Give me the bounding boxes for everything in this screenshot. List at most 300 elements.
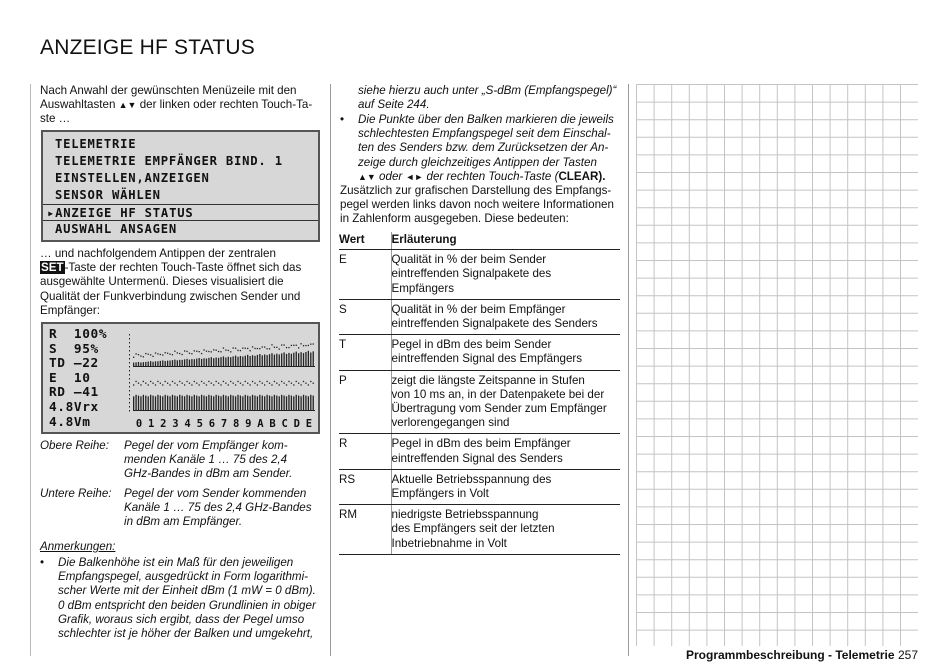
lower-bar <box>206 396 207 410</box>
definition-description <box>124 439 324 482</box>
lower-bar <box>160 396 161 410</box>
upper-bar <box>249 356 250 366</box>
upper-peak-dot <box>160 354 161 355</box>
after-line: ausgewählte Untermenü. Dieses visualisiert die <box>40 275 284 289</box>
explanation-line: Empfängers <box>391 281 455 295</box>
axis-tick <box>129 370 130 372</box>
upper-peak-dot <box>305 345 306 346</box>
lower-peak-dot <box>184 384 185 385</box>
lower-bar <box>162 396 163 410</box>
lower-bar <box>140 396 141 410</box>
channel-label: 3 <box>172 418 179 430</box>
definition-line: Pegel der vom Empfänger kom- <box>124 439 288 452</box>
explanation-line: eintreffenden Signal des Empfängers <box>391 352 583 366</box>
lower-bar <box>135 395 136 410</box>
channel-label: 0 <box>135 418 143 430</box>
upper-peak-dot <box>269 348 270 349</box>
bullet-text <box>58 556 316 641</box>
upper-peak-dot <box>216 350 217 351</box>
after-paragraph <box>40 247 325 318</box>
paragraph-line: pegel werden links davon noch weitere Informationen <box>340 198 614 212</box>
bullet-text-part: der rechten Touch-Taste ( <box>423 169 559 183</box>
axis-tick <box>129 366 130 368</box>
upper-bar <box>296 352 297 366</box>
upper-peak-dot <box>228 350 229 351</box>
axis-tick <box>129 378 130 380</box>
table-cell-value: T <box>339 335 391 370</box>
explanation-line: Pegel in dBm des beim Sender <box>391 338 552 352</box>
lower-peak-dot <box>216 381 217 382</box>
upper-bar <box>300 352 301 366</box>
bullet-line: 0 dBm entspricht den beiden Grundlinien in obiger <box>58 598 316 612</box>
upper-peak-dot <box>211 351 212 352</box>
upper-bar <box>259 354 260 366</box>
menu-item[interactable]: TELEMETRIE <box>55 137 137 151</box>
upper-bar <box>252 355 253 366</box>
upper-peak-dot <box>264 346 265 347</box>
definition-line: Pegel der vom Sender kommenden <box>124 487 307 500</box>
lower-bar <box>298 396 299 410</box>
notes-heading: Anmerkungen: <box>40 540 116 553</box>
bullet-line: zeige durch gleichzeitiges Antippen der Tasten <box>358 155 597 169</box>
lower-peak-dot <box>203 383 204 384</box>
lower-peak-dot <box>283 383 284 384</box>
upper-bar <box>232 356 233 366</box>
upper-bar <box>169 361 170 366</box>
table-cell-explanation <box>391 469 620 504</box>
lower-peak-dot <box>157 381 158 382</box>
upper-bar <box>264 354 265 366</box>
upper-bar <box>179 360 180 366</box>
upper-bar <box>216 358 217 366</box>
note-bullet-1 <box>40 556 330 644</box>
axis-tick <box>129 338 130 340</box>
upper-bar <box>223 356 224 366</box>
definition-upper-row <box>40 439 330 483</box>
bullet-line: auf Seite 244. <box>358 98 430 112</box>
intro-line: ste … <box>40 112 71 126</box>
lower-peak-dot <box>254 383 255 384</box>
lower-peak-dot <box>232 383 233 384</box>
table-cell-explanation <box>391 434 620 469</box>
axis-tick <box>129 394 130 396</box>
upper-bar <box>152 362 153 366</box>
upper-peak-dot <box>300 343 301 344</box>
lower-peak-dot <box>150 381 151 382</box>
upper-bar <box>182 360 183 366</box>
menu-item-selected[interactable] <box>43 204 318 221</box>
upper-peak-dot <box>218 351 219 352</box>
lower-peak-dot <box>313 383 314 384</box>
upper-bar <box>228 357 229 366</box>
definition-description <box>124 487 324 530</box>
upper-bar <box>286 354 287 366</box>
upper-peak-dot <box>186 351 187 352</box>
upper-bar <box>150 361 151 366</box>
upper-bar <box>208 358 209 366</box>
channel-label: C <box>281 418 288 430</box>
upper-bar <box>254 356 255 366</box>
lower-peak-dot <box>237 381 238 382</box>
axis-tick <box>129 350 130 352</box>
footer-section-label: Programmbeschreibung - Telemetrie <box>686 648 895 662</box>
upper-peak-dot <box>308 345 309 346</box>
upper-bar <box>310 353 311 366</box>
explanation-line: Empfängers in Volt <box>391 487 489 501</box>
lower-bar <box>177 396 178 410</box>
lower-bar <box>266 395 267 410</box>
table-header: Erläuterung <box>391 232 620 250</box>
bullet-line: Empfangspegel, ausgedrückt in Form logarithmi- <box>58 570 309 584</box>
bullet-line: schlechtesten Empfangspegel seit dem Einschal- <box>358 127 611 141</box>
lower-peak-dot <box>160 383 161 384</box>
axis-tick <box>129 410 130 412</box>
upper-bar <box>274 355 275 366</box>
upper-peak-dot <box>230 351 231 352</box>
upper-peak-dot <box>296 345 297 346</box>
table-cell-value: RS <box>339 469 391 504</box>
page-title: ANZEIGE HF STATUS <box>40 36 255 59</box>
definition-line: Kanäle 1 … 75 des 2,4 GHz-Bandes <box>124 501 312 515</box>
lower-peak-dot <box>271 384 272 385</box>
table-row <box>339 335 620 370</box>
lower-peak-dot <box>189 383 190 384</box>
lower-bar <box>310 395 311 410</box>
lower-peak-dot <box>194 381 195 382</box>
upper-peak-dot <box>196 351 197 352</box>
upper-bar <box>140 362 141 366</box>
lower-peak-dot <box>262 383 263 384</box>
bullet-text <box>358 84 616 112</box>
menu-display <box>41 130 320 242</box>
lower-bar <box>194 395 195 410</box>
lower-bar <box>264 396 265 410</box>
table-cell-value: RM <box>339 505 391 555</box>
lower-peak-dot <box>145 383 146 384</box>
explanation-line: eintreffenden Signal des Senders <box>391 451 563 465</box>
upper-peak-dot <box>225 349 226 350</box>
lower-peak-dot <box>288 381 289 382</box>
lower-peak-dot <box>208 381 209 382</box>
lower-peak-dot <box>298 383 299 384</box>
lower-peak-dot <box>225 383 226 384</box>
upper-peak-dot <box>191 353 192 354</box>
upper-bar <box>266 355 267 366</box>
lower-peak-dot <box>235 384 236 385</box>
upper-bar <box>242 356 243 366</box>
lower-bar <box>150 395 151 410</box>
table-header: Wert <box>339 232 391 250</box>
lower-peak-dot <box>274 381 275 382</box>
lower-peak-dot <box>135 381 136 382</box>
lower-peak-dot <box>182 383 183 384</box>
after-line <box>40 261 325 275</box>
upper-bar <box>283 352 284 366</box>
upper-bar <box>211 357 212 366</box>
lower-peak-dot <box>291 383 292 384</box>
upper-peak-dot <box>220 351 221 352</box>
lower-peak-dot <box>242 384 243 385</box>
upper-bar <box>293 353 294 366</box>
value-explanation-table <box>339 232 620 555</box>
upper-bar <box>288 353 289 366</box>
bullet-text-part: oder <box>375 169 406 183</box>
lower-peak-dot <box>152 383 153 384</box>
upper-peak-dot <box>266 348 267 349</box>
after-line: Empfänger: <box>40 303 100 317</box>
lower-peak-dot <box>199 384 200 385</box>
intro-line: Nach Anwahl der gewünschten Menüzeile mit den <box>40 84 297 97</box>
lower-bar <box>157 395 158 410</box>
lower-bar <box>308 396 309 410</box>
selection-marker-icon: ▸ <box>47 206 56 220</box>
upper-bar <box>225 357 226 366</box>
channel-label: 2 <box>160 418 167 430</box>
lower-peak-dot <box>247 383 248 384</box>
channel-label: E <box>305 418 313 430</box>
lower-bar <box>186 395 187 410</box>
lower-peak-dot <box>286 384 287 385</box>
axis-tick <box>129 374 130 376</box>
lower-bar <box>286 396 287 410</box>
lower-peak-dot <box>155 384 156 385</box>
lower-peak-dot <box>245 381 246 382</box>
lower-bar <box>145 396 146 410</box>
lower-peak-dot <box>206 384 207 385</box>
lower-bar <box>296 395 297 410</box>
lower-bar <box>213 396 214 410</box>
bullet-icon: • <box>40 556 45 569</box>
lower-peak-dot <box>279 384 280 385</box>
upper-bar <box>245 356 246 366</box>
lower-bar <box>232 396 233 410</box>
lower-bar <box>242 396 243 410</box>
definition-term: Untere Reihe: <box>40 487 112 500</box>
lower-peak-dot <box>186 381 187 382</box>
menu-item-label: ANZEIGE HF STATUS <box>55 206 194 220</box>
status-value-rd: RD –41 <box>49 385 99 401</box>
upper-bar <box>194 359 195 366</box>
menu-item[interactable]: EINSTELLEN,ANZEIGEN <box>55 171 210 185</box>
explanation-line: verlorengegangen sind <box>391 416 510 430</box>
column-divider-right <box>628 84 629 656</box>
upper-bar <box>203 358 204 366</box>
lower-bar <box>179 395 180 410</box>
intro-paragraph <box>40 84 320 127</box>
upper-bar <box>184 359 185 366</box>
lower-peak-dot <box>264 384 265 385</box>
upper-peak-dot <box>291 345 292 346</box>
paragraph-line: Zusätzlich zur grafischen Darstellung des Empfangs- <box>340 184 612 197</box>
lower-bar <box>259 395 260 410</box>
note-bullet-1-continued <box>340 84 625 114</box>
channel-level-graph <box>129 330 317 432</box>
channel-label: A <box>257 418 264 430</box>
status-value-e: E 10 <box>49 370 91 386</box>
lower-bar <box>182 396 183 410</box>
upper-bar <box>135 362 136 366</box>
lower-peak-dot <box>162 384 163 385</box>
channel-label: 5 <box>196 418 203 430</box>
lower-bar <box>208 395 209 410</box>
menu-item[interactable]: TELEMETRIE EMPFÄNGER BIND. 1 <box>55 154 283 168</box>
upper-peak-dot <box>237 350 238 351</box>
definition-line: GHz-Bandes in dBm am Sender. <box>124 467 293 481</box>
upper-peak-dot <box>313 343 314 344</box>
upper-bar <box>213 358 214 366</box>
lower-bar <box>252 395 253 410</box>
lower-peak-dot <box>310 381 311 382</box>
intro-text: der linken oder rechten Touch-Ta- <box>136 98 313 112</box>
axis-tick <box>129 390 130 392</box>
upper-peak-dot <box>276 347 277 348</box>
upper-peak-dot <box>148 354 149 355</box>
lower-bar <box>138 396 139 410</box>
bullet-line: Die Balkenhöhe ist ein Maß für den jeweiligen <box>58 556 294 569</box>
lower-peak-dot <box>276 383 277 384</box>
lower-bar <box>201 395 202 410</box>
upper-peak-dot <box>194 350 195 351</box>
explanation-line: Übertragung vom Sender zum Empfänger <box>391 402 607 416</box>
lower-bar <box>189 396 190 410</box>
explanation-line: Qualität in % der beim Sender <box>391 253 547 267</box>
upper-bar <box>157 361 158 366</box>
upper-peak-dot <box>279 348 280 349</box>
lower-bar <box>291 396 292 410</box>
upper-peak-dot <box>240 350 241 351</box>
menu-item[interactable]: SENSOR WÄHLEN <box>55 188 161 202</box>
upper-bar <box>291 354 292 366</box>
lower-peak-dot <box>169 384 170 385</box>
lower-bar <box>269 396 270 410</box>
upper-bar <box>313 351 314 366</box>
lower-bar <box>254 396 255 410</box>
set-key-badge: SET <box>41 261 64 275</box>
lower-bar <box>237 395 238 410</box>
lower-peak-dot <box>249 384 250 385</box>
lower-peak-dot <box>303 381 304 382</box>
bullet-line: schlechter ist je höher der Balken und umgekehrt, <box>58 627 314 641</box>
lower-bar <box>169 396 170 410</box>
upper-peak-dot <box>213 349 214 350</box>
upper-peak-dot <box>298 347 299 348</box>
upper-bar <box>199 358 200 366</box>
after-line: Qualität der Funkverbindung zwischen Sender und <box>40 289 301 303</box>
up-down-arrow-icon: ▲▼ <box>358 171 376 182</box>
lower-bar <box>247 396 248 410</box>
upper-peak-dot <box>223 347 224 348</box>
lower-peak-dot <box>305 383 306 384</box>
lower-bar <box>257 396 258 410</box>
table-row <box>339 505 620 555</box>
table-row <box>339 469 620 504</box>
clear-key-label: CLEAR). <box>558 169 606 183</box>
upper-bar <box>177 360 178 366</box>
lower-bar <box>216 395 217 410</box>
paragraph-line: in Zahlenform ausgegeben. Diese bedeuten: <box>340 212 569 226</box>
lower-peak-dot <box>293 384 294 385</box>
upper-peak-dot <box>135 353 136 354</box>
explanation-line: eintreffenden Signalpakete des Senders <box>391 317 598 331</box>
status-value-vrx: 4.8Vrx <box>49 399 99 415</box>
lower-peak-dot <box>167 383 168 384</box>
after-line: … und nachfolgendem Antippen der zentralen <box>40 247 276 260</box>
upper-peak-dot <box>177 352 178 353</box>
lower-bar <box>293 396 294 410</box>
upper-bar <box>220 357 221 366</box>
lower-bar <box>240 396 241 410</box>
channel-label: D <box>293 418 300 430</box>
upper-bar <box>206 359 207 366</box>
upper-bar <box>160 361 161 366</box>
upper-bar <box>191 359 192 366</box>
lower-bar <box>172 395 173 410</box>
lower-peak-dot <box>257 384 258 385</box>
menu-item[interactable]: AUSWAHL ANSAGEN <box>55 222 178 236</box>
channel-label: B <box>269 418 276 430</box>
upper-bar <box>305 352 306 366</box>
status-value-s: S 95% <box>49 341 99 357</box>
status-value-vm: 4.8Vm <box>49 414 91 430</box>
upper-peak-dot <box>247 348 248 349</box>
lower-peak-dot <box>172 381 173 382</box>
lower-bar <box>203 396 204 410</box>
table-cell-value: E <box>339 250 391 300</box>
lower-bar <box>220 396 221 410</box>
lower-peak-dot <box>218 383 219 384</box>
table-cell-explanation <box>391 370 620 434</box>
axis-tick <box>129 346 130 348</box>
upper-peak-dot <box>257 348 258 349</box>
upper-bar <box>138 362 139 366</box>
upper-peak-dot <box>152 356 153 357</box>
bullet-line: scher Werte mit der Einheit dBm (1 mW = 0 dBm). <box>58 584 316 598</box>
axis-tick <box>129 342 130 344</box>
lower-bar <box>152 396 153 410</box>
lower-bar <box>281 395 282 410</box>
up-down-arrow-icon: ▲▼ <box>118 100 137 111</box>
lower-bar <box>143 395 144 410</box>
table-cell-explanation <box>391 505 620 555</box>
table-row <box>339 370 620 434</box>
bullet-line <box>358 170 614 184</box>
upper-peak-dot <box>150 354 151 355</box>
lower-bar <box>167 396 168 410</box>
upper-peak-dot <box>259 348 260 349</box>
lower-peak-dot <box>201 381 202 382</box>
after-text: -Taste der rechten Touch-Taste öffnet sich das <box>64 261 302 275</box>
axis-tick <box>129 398 130 400</box>
lower-bar <box>191 396 192 410</box>
upper-bar <box>162 360 163 366</box>
lower-peak-dot <box>296 381 297 382</box>
definition-term: Obere Reihe: <box>40 439 109 452</box>
upper-peak-dot <box>143 356 144 357</box>
upper-peak-dot <box>165 352 166 353</box>
explanation-line: Aktuelle Betriebsspannung des <box>391 472 552 486</box>
lower-peak-dot <box>300 384 301 385</box>
lower-bar <box>165 395 166 410</box>
upper-peak-dot <box>199 351 200 352</box>
lower-peak-dot <box>179 381 180 382</box>
upper-bar <box>174 360 175 366</box>
axis-tick <box>129 362 130 364</box>
upper-peak-dot <box>203 349 204 350</box>
upper-bar <box>189 360 190 366</box>
upper-peak-dot <box>281 344 282 345</box>
lower-bar <box>283 396 284 410</box>
upper-bar <box>155 361 156 366</box>
